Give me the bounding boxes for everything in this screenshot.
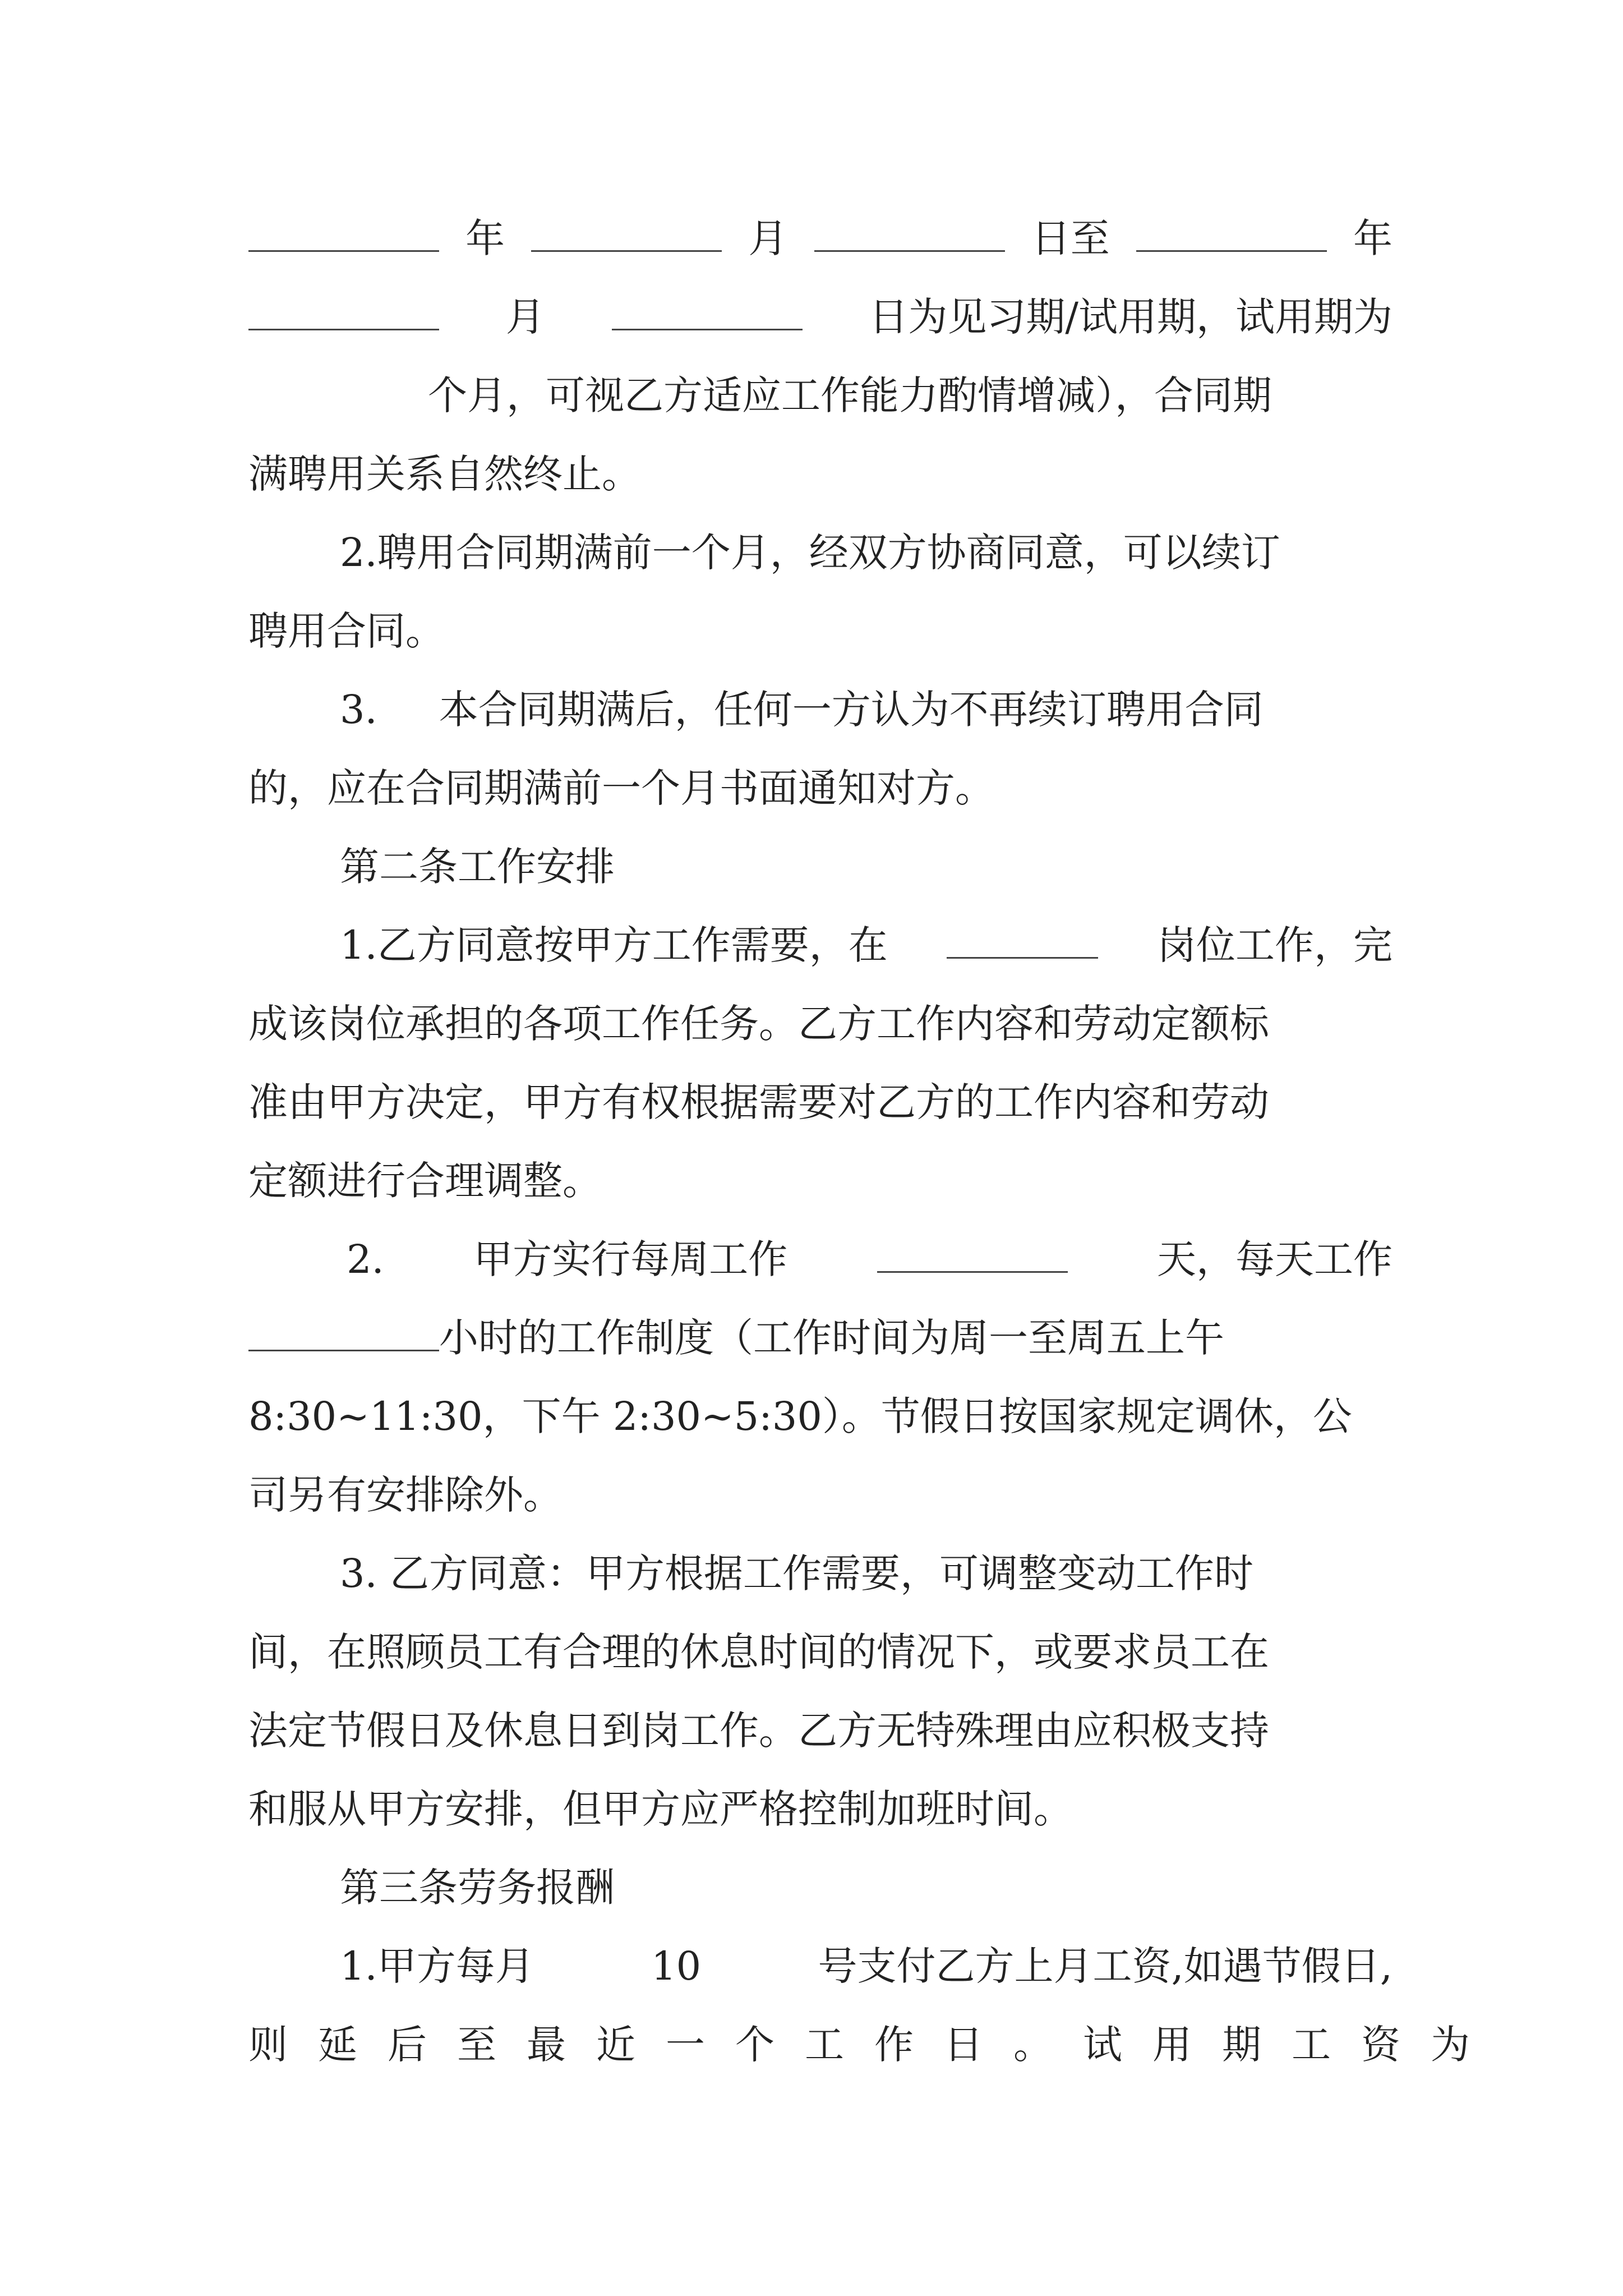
paragraph-line — [248, 984, 1393, 1063]
text-fragment: 1.甲方每月 — [340, 1943, 534, 1989]
text-fragment: 法定节假日及休息日到岗工作。乙方无特殊理由应积极支持 — [248, 1708, 1269, 1754]
paragraph-line — [248, 1456, 1393, 1534]
list-number: 2. — [347, 1236, 384, 1282]
text-fragment: 月 — [748, 215, 788, 261]
section-heading — [248, 1848, 1393, 1927]
fill-blank — [814, 211, 1005, 252]
fill-blank — [877, 1232, 1068, 1273]
text-fragment: 年 — [465, 215, 505, 261]
fill-blank — [248, 1310, 439, 1351]
paragraph-line — [248, 749, 1393, 827]
paragraph-line — [248, 670, 1393, 749]
paragraph-line — [248, 278, 1393, 356]
text-fragment: 8:30~11:30，下午 2:30~5:30）。节假日按国家规定调休，公 — [248, 1393, 1352, 1439]
fill-blank — [947, 918, 1098, 959]
heading-text: 第三条劳务报酬 — [340, 1865, 615, 1911]
paragraph-line — [248, 356, 1393, 435]
fill-blank — [248, 289, 439, 330]
paragraph-line — [248, 1063, 1393, 1142]
text-fragment: 间，在照顾员工有合理的休息时间的情况下，或要求员工在 — [248, 1629, 1269, 1675]
text-fragment: 1.乙方同意按甲方工作需要，在 — [340, 922, 888, 968]
paragraph-line — [248, 1534, 1393, 1613]
text-fragment: 准由甲方决定，甲方有权根据需要对乙方的工作内容和劳动 — [248, 1079, 1269, 1125]
paragraph-line — [248, 1691, 1393, 1770]
paragraph-line — [248, 1220, 1393, 1299]
heading-text: 第二条工作安排 — [340, 844, 615, 890]
text-fragment: 年 — [1353, 215, 1393, 261]
text-fragment: 10 — [651, 1943, 702, 1989]
paragraph-line — [248, 1299, 1393, 1377]
text-fragment: 本合同期满后，任何一方认为不再续订聘用合同 — [439, 687, 1264, 733]
text-fragment: 天，每天工作 — [1156, 1236, 1393, 1282]
text-fragment: 司另有安排除外。 — [248, 1472, 562, 1518]
text-fragment: 个月，可视乙方适应工作能力酌情增减），合同期 — [428, 372, 1272, 418]
paragraph-line — [248, 1142, 1393, 1220]
text-fragment: 和服从甲方安排，但甲方应严格控制加班时间。 — [248, 1786, 1073, 1832]
paragraph-line — [248, 513, 1393, 592]
text-fragment: 满聘用关系自然终止。 — [248, 451, 641, 497]
text-fragment: 岗位工作，完 — [1156, 922, 1393, 968]
text-fragment: 成该岗位承担的各项工作任务。乙方工作内容和劳动定额标 — [248, 1001, 1269, 1047]
text-fragment: 则延后至最近一个工作日。试用期工资为 — [248, 2022, 1500, 2068]
fill-blank — [1136, 211, 1327, 252]
text-fragment: 日至 — [1031, 215, 1110, 261]
text-fragment: 聘用合同。 — [248, 608, 445, 654]
text-fragment: 小时的工作制度（工作时间为周一至周五上午 — [439, 1315, 1224, 1361]
text-fragment: 3. 乙方同意：甲方根据工作需要，可调整变动工作时 — [340, 1550, 1254, 1596]
list-number: 3. — [340, 687, 377, 733]
text-fragment: 号支付乙方上月工资,如遇节假日, — [818, 1943, 1393, 1989]
text-fragment: 甲方实行每周工作 — [473, 1236, 788, 1282]
paragraph-line — [248, 906, 1393, 984]
paragraph-line — [248, 435, 1393, 513]
paragraph-line — [248, 2005, 1500, 2084]
paragraph-line — [248, 1927, 1393, 2005]
paragraph-line — [248, 199, 1393, 278]
text-fragment: 2.聘用合同期满前一个月，经双方协商同意，可以续订 — [340, 530, 1280, 576]
paragraph-line — [248, 592, 1393, 670]
paragraph-line — [248, 1770, 1393, 1848]
fill-blank — [612, 289, 803, 330]
section-heading — [248, 827, 1393, 906]
text-fragment: 定额进行合理调整。 — [248, 1158, 602, 1204]
text-fragment: 月 — [505, 294, 545, 340]
paragraph-line — [248, 1377, 1393, 1456]
paragraph-line — [248, 1613, 1393, 1691]
fill-blank — [248, 211, 439, 252]
text-fragment: 的，应在合同期满前一个月书面通知对方。 — [248, 765, 994, 811]
text-fragment: 日为见习期/试用期，试用期为 — [869, 294, 1393, 340]
fill-blank — [531, 211, 722, 252]
